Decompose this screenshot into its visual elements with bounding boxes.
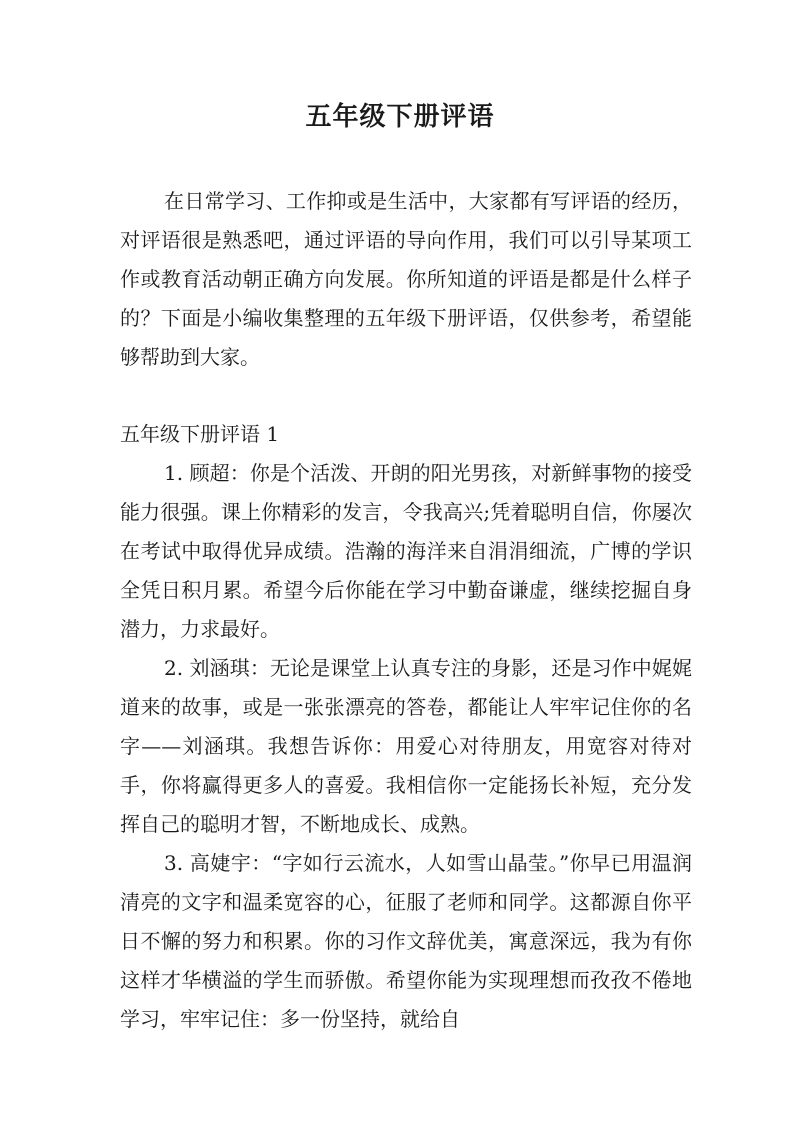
document-title: 五年级下册评语 xyxy=(305,102,495,132)
comment-item-1: 1. 顾超：你是个活泼、开朗的阳光男孩，对新鲜事物的接受能力很强。课上你精彩的发言，令我高兴;凭着聪明自信，你屡次在考试中取得优异成绩。浩瀚的海洋来自涓涓细流，广博的学识全凭日积月累。希望今后你能在学习中勤奋谦虚，继续挖掘自身潜力，力求最好。 xyxy=(120,461,692,641)
comment-item-2: 2. 刘涵琪：无论是课堂上认真专注的身影，还是习作中娓娓道来的故事，或是一张张漂亮的答卷，都能让人牢牢记住你的名字——刘涵琪。我想告诉你：用爱心对待朋友，用宽容对待对手，你将赢得更多人的喜爱。我相信你一定能扬长补短，充分发挥自己的聪明才智，不断地成长、成熟。 xyxy=(120,656,692,836)
section-heading: 五年级下册评语 1 xyxy=(120,422,280,446)
comment-item-3: 3. 高婕宇：“字如行云流水，人如雪山晶莹。”你早已用温润清亮的文字和温柔宽容的心，征服了老师和同学。这都源自你平日不懈的努力和积累。你的习作文辞优美，寓意深远，我为有你这样才华横溢的学生而骄傲。希望你能为实现理想而孜孜不倦地学习，牢牢记住：多一份坚持，就给自 xyxy=(120,851,692,1031)
intro-paragraph: 在日常学习、工作抑或是生活中，大家都有写评语的经历，对评语很是熟悉吧，通过评语的导向作用，我们可以引导某项工作或教育活动朝正确方向发展。你所知道的评语是都是什么样子的？下面是小编收集整理的五年级下册评语，仅供参考，希望能够帮助到大家。 xyxy=(120,189,692,369)
document-body xyxy=(120,182,692,1039)
